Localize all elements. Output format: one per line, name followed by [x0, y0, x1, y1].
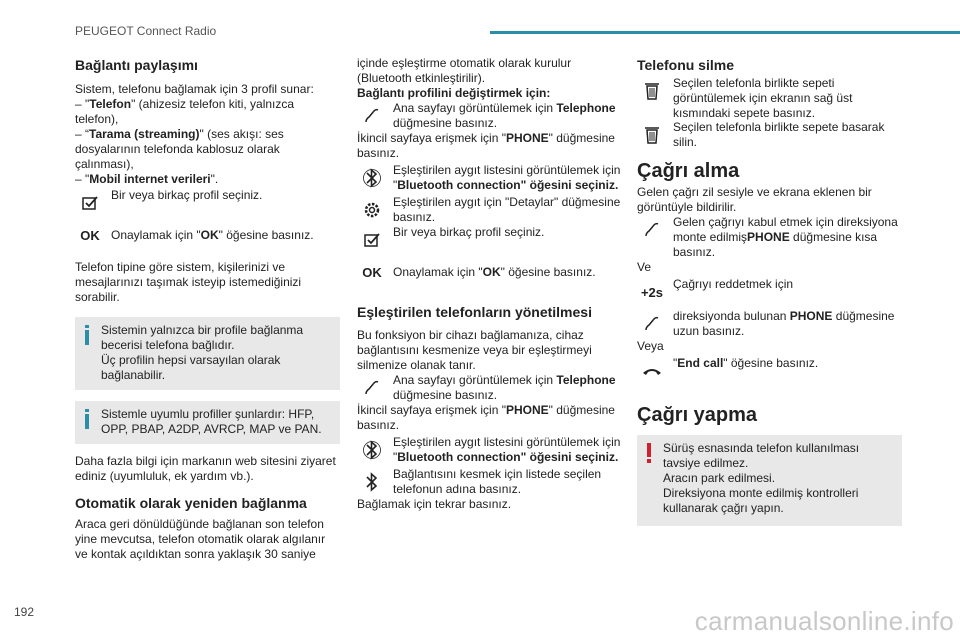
section-heading: Telefonu silme — [637, 57, 734, 73]
step-delete: Seçilen telefonla birlikte sepete basarak silin. — [637, 120, 902, 150]
bluetooth-icon — [357, 163, 387, 193]
step-telephone: Ana sayfayı görüntülemek için Telephone düğmesine basınız. — [357, 373, 622, 403]
ok-icon: OK — [80, 227, 100, 243]
phone-handset-icon — [637, 309, 667, 339]
ve-text: Ve — [637, 260, 652, 274]
info-icon — [83, 325, 93, 383]
subheading: Bağlantı profilini değiştirmek için: — [357, 86, 551, 100]
ok-icon: OK — [362, 264, 382, 280]
phone-handset-icon — [637, 215, 667, 245]
step-bluetooth: Eşleştirilen aygıt listesini görüntülemek için "Bluetooth connection" öğesini seçiniz. — [357, 163, 622, 193]
column-3 — [637, 56, 902, 526]
watermark: carmanualsonline.info — [694, 606, 954, 636]
header-bar — [490, 31, 960, 34]
phone-type-text: Telefon tipine göre sistem, kişilerinizi ve mesajlarınızı taşımak isteyip istemediğinizi sorabilir. — [75, 260, 302, 304]
long-press-icon: +2s — [640, 284, 664, 300]
reconnect-text: Araca geri dönüldüğünde bağlanan son telefon yine mevcutsa, telefon otomatik olarak algılanır ve kontak açıldıktan sonra yaklaşık 30 saniye — [75, 517, 326, 561]
column-1 — [75, 56, 340, 562]
step-bluetooth: Eşleştirilen aygıt listesini görüntülemek için "Bluetooth connection" öğesini seçiniz. — [357, 435, 622, 465]
step-phone: İkincil sayfaya erişmek için "PHONE" düğmesine basınız. — [357, 403, 615, 432]
section-heading: Çağrı yapma — [637, 404, 758, 426]
checkbox-icon — [357, 225, 387, 255]
bluetooth-icon — [357, 435, 387, 465]
page-number: 192 — [14, 605, 35, 619]
step-select-profile: Bir veya birkaç profil seçiniz. — [357, 225, 622, 255]
phone-handset-icon — [357, 373, 387, 403]
step-disconnect: Bağlantısını kesmek için listede seçilen telefonun adına basınız. — [357, 467, 622, 497]
warning-note: Sürüş esnasında telefon kullanılması tavsiye edilmez. Aracın park edilmesi. Direksiyona monte edilmiş kontrolleri kullanarak çağrı yapın. — [637, 435, 902, 526]
continued-text: içinde eşleştirme otomatik olarak kurulur (Bluetooth etkinleştirilir). — [357, 56, 572, 85]
section-heading: Çağrı alma — [637, 160, 740, 182]
step-reject-call: +2s Çağrıyı reddetmek için — [637, 277, 902, 307]
checkbox-icon — [75, 188, 105, 218]
incoming-call-text: Gelen çağrı zil sesiyle ve ekrana eklenen bir görüntüyle bildirilir. — [637, 185, 872, 214]
phone-handset-icon — [357, 101, 387, 131]
section-heading: Otomatik olarak yeniden bağlanma — [75, 495, 307, 511]
step-accept-call: Gelen çağrıyı kabul etmek için direksiyona monte edilmişPHONE düğmesine kısa basınız. — [637, 215, 902, 260]
header-title: PEUGEOT Connect Radio — [75, 24, 217, 38]
reconnect-step: Bağlamak için tekrar basınız. — [357, 497, 512, 511]
website-text: Daha fazla bilgi için markanın web sitesini ziyaret ediniz (uyumluluk, ek yardım vb.). — [75, 454, 336, 483]
step-telephone: Ana sayfayı görüntülemek için Telephone düğmesine basınız. — [357, 101, 622, 131]
warning-icon — [645, 443, 655, 516]
profile-item-phone: – "Telefon" (ahizesiz telefon kiti, yalnızca telefon), — [75, 97, 295, 126]
bluetooth-icon — [357, 467, 387, 497]
veya-text: Veya — [637, 339, 664, 353]
step-end-call: "End call" öğesine basınız. — [637, 356, 902, 386]
management-text: Bu fonksiyon bir cihazı bağlamanıza, cihaz bağlantısını kesmenize veya bir eşleştirmeyi silmenize olanak tanır. — [357, 328, 592, 372]
gear-icon — [357, 195, 387, 225]
step-confirm-ok: OK Onaylamak için "OK" öğesine basınız. — [75, 220, 340, 250]
end-call-icon — [637, 356, 667, 386]
profile-item-streaming: – “Tarama (streaming)" (ses akışı: ses dosyalarının telefonda kablosuz olarak çalınması), — [75, 127, 284, 171]
column-2 — [357, 56, 622, 512]
step-phone: İkincil sayfaya erişmek için "PHONE" düğmesine basınız. — [357, 131, 615, 160]
trash-icon — [637, 76, 667, 106]
trash-icon — [637, 120, 667, 150]
section-heading: Eşleştirilen telefonların yönetilmesi — [357, 304, 592, 320]
info-icon — [83, 409, 93, 437]
step-select-profile: Bir veya birkaç profil seçiniz. — [75, 188, 340, 218]
info-note: Sistemle uyumlu profiller şunlardır: HFP, OPP, PBAP, A2DP, AVRCP, MAP ve PAN. — [75, 401, 340, 444]
step-long-press: direksiyonda bulunan PHONE düğmesine uzun basınız. — [637, 309, 902, 339]
step-confirm-ok: OK Onaylamak için "OK" öğesine basınız. — [357, 257, 622, 287]
profile-item-data: – "Mobil internet verileri". — [75, 172, 219, 186]
intro-text: Sistem, telefonu bağlamak için 3 profil sunar: — [75, 82, 314, 96]
section-heading: Bağlantı paylaşımı — [75, 57, 198, 73]
step-details: Eşleştirilen aygıt için "Detaylar" düğmesine basınız. — [357, 195, 622, 225]
step-basket: Seçilen telefonla birlikte sepeti görüntülemek için ekranın sağ üst kısmındaki sepete basınız. — [637, 76, 902, 121]
info-note: Sistemin yalnızca bir profile bağlanma becerisi telefona bağlıdır. Üç profilin hepsi varsayılan olarak bağlanabilir. — [75, 317, 340, 390]
